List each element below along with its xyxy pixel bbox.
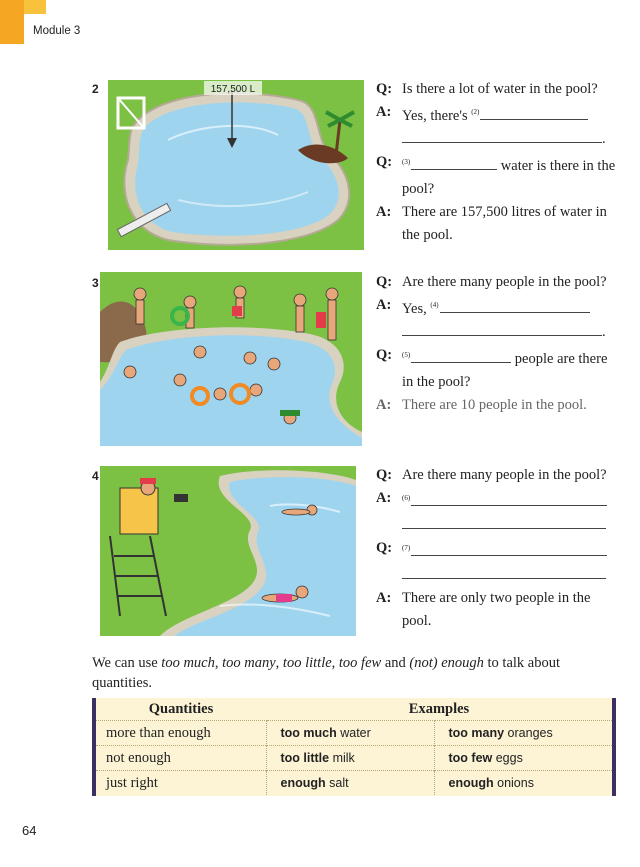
intro-term: too little [282,655,332,671]
example-noun: salt [329,776,349,790]
example-cell [434,771,612,796]
answer-text: There are only two people in the pool. [402,589,591,629]
blank-number-6: (6) [402,494,411,502]
crowded-pool-illustration [100,272,362,446]
header-examples: Examples [408,700,470,717]
example-noun: eggs [495,751,523,765]
a-label: A: [376,104,392,120]
example-noun: milk [332,751,355,765]
blank-number-2: (2) [471,108,480,116]
answer-blank-2[interactable] [480,105,588,120]
q-label: Q: [376,153,393,170]
answer-prefix: Yes, there's [402,107,468,124]
question-text: Is there a lot of water in the pool? [402,81,598,97]
corner-decoration-orange [0,0,24,44]
a-label: A: [376,297,392,313]
q-label: Q: [376,274,393,290]
intro-term: (not) enough [409,655,484,671]
answer-blank-4-continued[interactable] [402,321,602,336]
question-text: water is there in the pool? [402,157,616,197]
example-keyword: too few [448,751,493,765]
blank-number-3: (3) [402,157,411,166]
a-label: A: [376,589,392,606]
page-number: 64 [22,823,37,838]
module-label: Module 3 [33,25,81,37]
a-label: A: [376,203,392,220]
period: . [602,130,606,147]
answer-prefix: Yes, [402,300,427,317]
quantities-table [92,698,616,796]
answer-text: There are 157,500 litres of water in the pool. [402,203,607,243]
q-label: Q: [376,81,393,97]
example-cell [266,771,434,796]
corner-decoration-yellow-2 [22,0,46,14]
quantity-cell: just right [96,771,266,796]
quantity-cell: not enough [96,746,266,771]
table-row [96,721,612,746]
example-keyword: too many [448,726,505,740]
question-blank-5[interactable] [411,348,511,363]
grammar-intro [92,653,612,693]
example-keyword: enough [448,776,494,790]
volume-label: 157,500 L [210,84,256,95]
q-label: Q: [376,467,393,483]
intro-term: too many [222,655,276,671]
period: . [602,323,606,340]
exercise-number-4: 4 [92,469,99,483]
answer-blank-2-continued[interactable] [402,128,602,143]
blank-number-5: (5) [402,350,411,359]
intro-and: and [384,655,406,671]
exercise-3-qa [376,271,616,417]
answer-blank-6[interactable] [411,491,607,506]
answer-blank-4[interactable] [440,298,590,313]
intro-suffix: to talk about quantities. [92,655,561,691]
exercise-number-2: 2 [92,82,99,96]
intro-prefix: We can use [92,655,158,671]
question-blank-7-continued[interactable] [402,564,606,579]
exercise-4-qa [376,464,616,633]
comma: , [214,655,219,671]
exercise-2-qa [376,78,616,247]
intro-term: too much [161,655,215,671]
example-cell [266,746,434,771]
question-blank-7[interactable] [411,541,607,556]
example-cell [434,721,612,746]
blank-number-7: (7) [402,543,411,552]
question-text: Are there many people in the pool? [402,467,607,483]
table-row [96,771,612,796]
example-cell [266,721,434,746]
q-label: Q: [376,539,393,556]
comma: , [275,655,280,671]
example-keyword: too much [280,726,337,740]
question-text: people are there in the pool? [402,350,608,390]
example-noun: oranges [507,726,553,740]
comma: , [331,655,336,671]
a-label: A: [376,490,392,506]
answer-text: There are 10 people in the pool. [402,396,587,413]
example-noun: onions [497,776,534,790]
example-keyword: enough [280,776,326,790]
pool-illustration-empty [108,80,364,250]
blank-number-4: (4) [430,301,439,309]
question-blank-3[interactable] [411,155,497,170]
intro-term: too few [338,655,382,671]
answer-blank-6-continued[interactable] [402,514,606,529]
question-text: Are there many people in the pool? [402,274,607,290]
quiet-pool-illustration [100,466,356,636]
q-label: Q: [376,346,393,363]
example-cell [434,746,612,771]
exercise-number-3: 3 [92,276,99,290]
a-label: A: [376,396,392,413]
quantity-cell: more than enough [96,721,266,746]
example-noun: water [340,726,371,740]
header-quantities: Quantities [148,700,214,717]
example-keyword: too little [280,751,330,765]
table-row [96,746,612,771]
